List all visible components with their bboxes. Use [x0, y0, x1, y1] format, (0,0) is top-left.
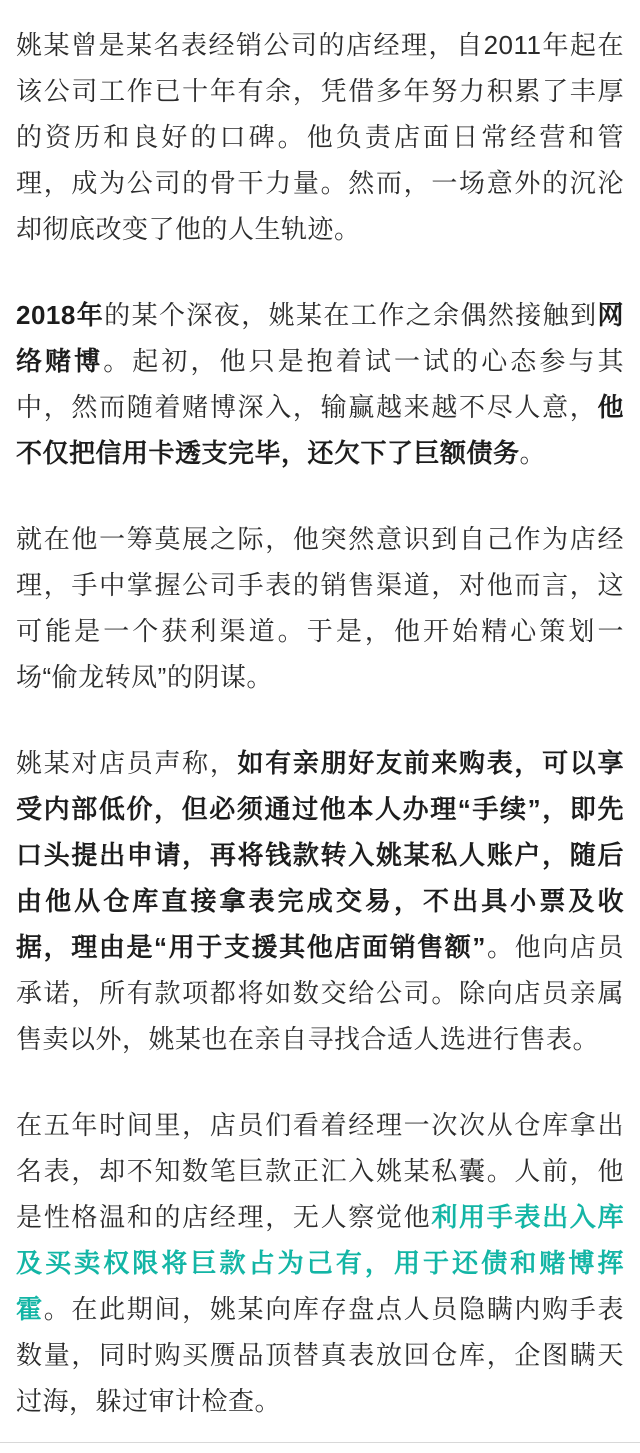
emphasis-run: 网络赌博 — [16, 300, 624, 376]
text-run: 的某个深夜，姚某在工作之余偶然接触到 — [104, 300, 598, 330]
paragraph-4 — [16, 740, 624, 1062]
text-run: 姚某曾是某名表经销公司的店经理，自2011年起在该公司工作已十年有余，凭借多年努力积累了丰厚的资历和良好的口碑。他负责店面日常经营和管理，成为公司的骨干力量。然而，一场意外的沉沦却彻底改变了他的人生轨迹。 — [16, 30, 624, 244]
text-run: 。在此期间，姚某向库存盘点人员隐瞒内购手表数量，同时购买赝品顶替真表放回仓库，企图瞒天过海，躲过审计检查。 — [16, 1294, 624, 1416]
text-run: 。他向店员承诺，所有款项都将如数交给公司。除向店员亲属售卖以外，姚某也在亲自寻找合适人选进行售表。 — [16, 932, 624, 1054]
text-run: 。起初，他只是抱着试一试的心态参与其中，然而随着赌博深入，输赢越来越不尽人意， — [16, 346, 624, 422]
emphasis-run: 如有亲朋好友前来购表，可以享受内部低价，但必须通过他本人办理“手续”，即先口头提出申请，再将钱款转入姚某私人账户，随后由他从仓库直接拿表完成交易，不出具小票及收据，理由是“用于支援其他店面销售额” — [16, 748, 624, 962]
emphasis-run: 利用手表出入库及买卖权限将巨款占为己有，用于还债和赌博挥霍 — [16, 1202, 624, 1324]
paragraph-2 — [16, 292, 624, 476]
emphasis-run: 2018年 — [16, 300, 105, 330]
paragraph-5 — [16, 1102, 624, 1424]
text-run: 就在他一筹莫展之际，他突然意识到自己作为店经理，手中掌握公司手表的销售渠道，对他而言，这可能是一个获利渠道。于是，他开始精心策划一场“偷龙转凤”的阴谋。 — [16, 524, 624, 692]
paragraph-1 — [16, 22, 624, 252]
text-run: 。 — [519, 438, 547, 468]
emphasis-run: 他不仅把信用卡透支完毕，还欠下了巨额债务 — [16, 392, 624, 468]
text-run: 在五年时间里，店员们看着经理一次次从仓库拿出名表，却不知数笔巨款正汇入姚某私囊。人前，他是性格温和的店经理，无人察觉他 — [16, 1110, 624, 1232]
text-run: 姚某对店员声称， — [16, 748, 238, 778]
paragraph-3 — [16, 516, 624, 700]
bottom-divider — [0, 1442, 640, 1443]
